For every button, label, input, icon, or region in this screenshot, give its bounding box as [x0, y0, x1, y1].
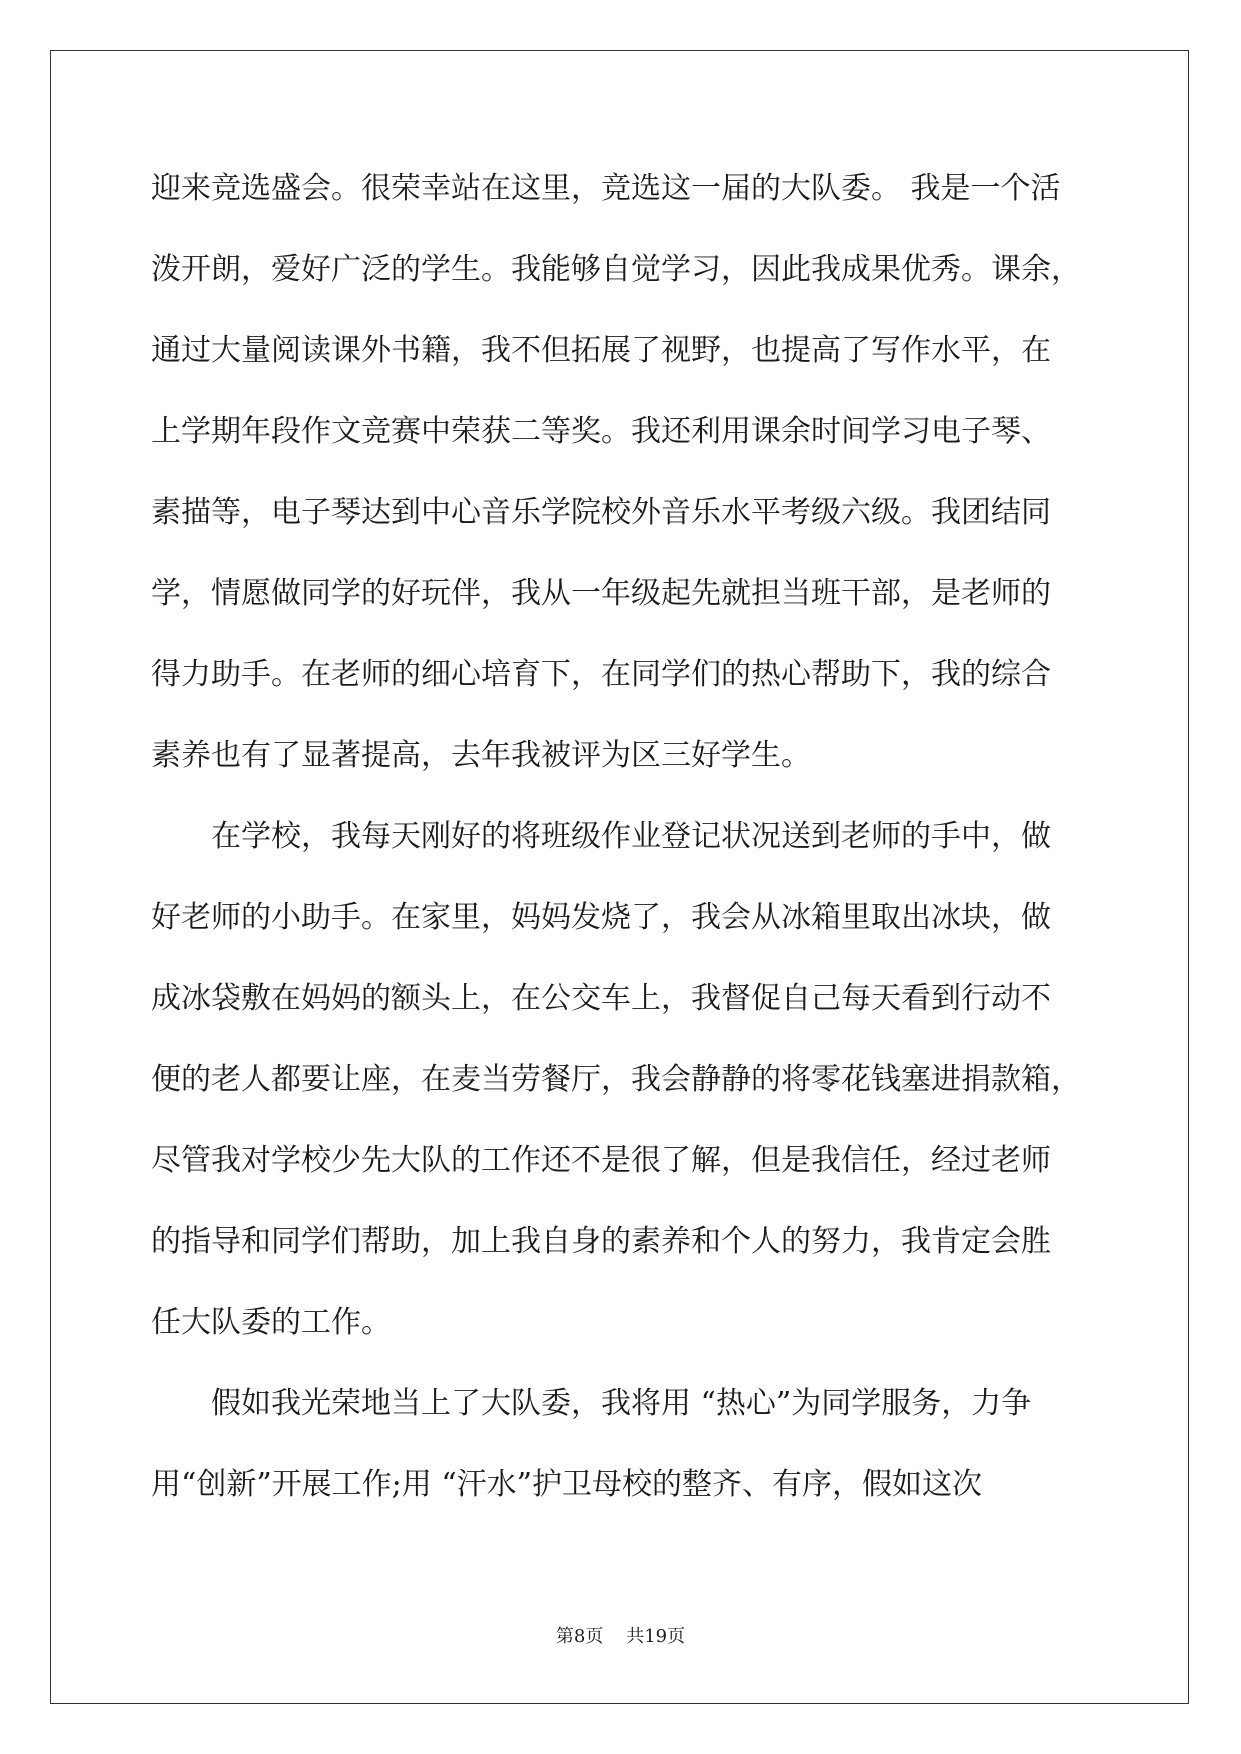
page-border	[50, 50, 1189, 1704]
text-line: 学，情愿做同学的好玩伴，我从一年级起先就担当班干部，是老师的	[151, 576, 1051, 611]
text-line: 在学校，我每天刚好的将班级作业登记状况送到老师的手中，做	[151, 819, 1051, 854]
text-line: 素养也有了显著提高，去年我被评为区三好学生。	[151, 738, 811, 773]
page-number: 第8页	[555, 1626, 604, 1647]
text-line: 用“创新”开展工作;用 “汗水”护卫母校的整齐、有序，假如这次	[151, 1467, 982, 1502]
page-footer	[0, 1625, 1241, 1649]
text-line: 假如我光荣地当上了大队委，我将用 “热心”为同学服务，力争	[151, 1386, 1032, 1421]
text-line: 上学期年段作文竞赛中荣获二等奖。我还利用课余时间学习电子琴、	[151, 414, 1051, 449]
text-line: 任大队委的工作。	[151, 1305, 391, 1340]
text-line: 迎来竞选盛会。很荣幸站在这里，竞选这一届的大队委。 我是一个活	[151, 171, 1061, 206]
text-line: 便的老人都要让座，在麦当劳餐厅，我会静静的将零花钱塞进捐款箱，	[151, 1062, 1081, 1097]
page-total: 共19页	[626, 1626, 686, 1647]
text-line: 得力助手。在老师的细心培育下，在同学们的热心帮助下，我的综合	[151, 657, 1051, 692]
text-line: 素描等，电子琴达到中心音乐学院校外音乐水平考级六级。我团结同	[151, 495, 1051, 530]
text-line: 成冰袋敷在妈妈的额头上，在公交车上，我督促自己每天看到行动不	[151, 981, 1051, 1016]
text-line: 尽管我对学校少先大队的工作还不是很了解，但是我信任，经过老师	[151, 1143, 1051, 1178]
text-line: 通过大量阅读课外书籍，我不但拓展了视野，也提高了写作水平，在	[151, 333, 1051, 368]
text-line: 的指导和同学们帮助，加上我自身的素养和个人的努力，我肯定会胜	[151, 1224, 1051, 1259]
text-line: 泼开朗，爱好广泛的学生。我能够自觉学习，因此我成果优秀。课余，	[151, 252, 1081, 287]
text-line: 好老师的小助手。在家里，妈妈发烧了，我会从冰箱里取出冰块，做	[151, 900, 1051, 935]
